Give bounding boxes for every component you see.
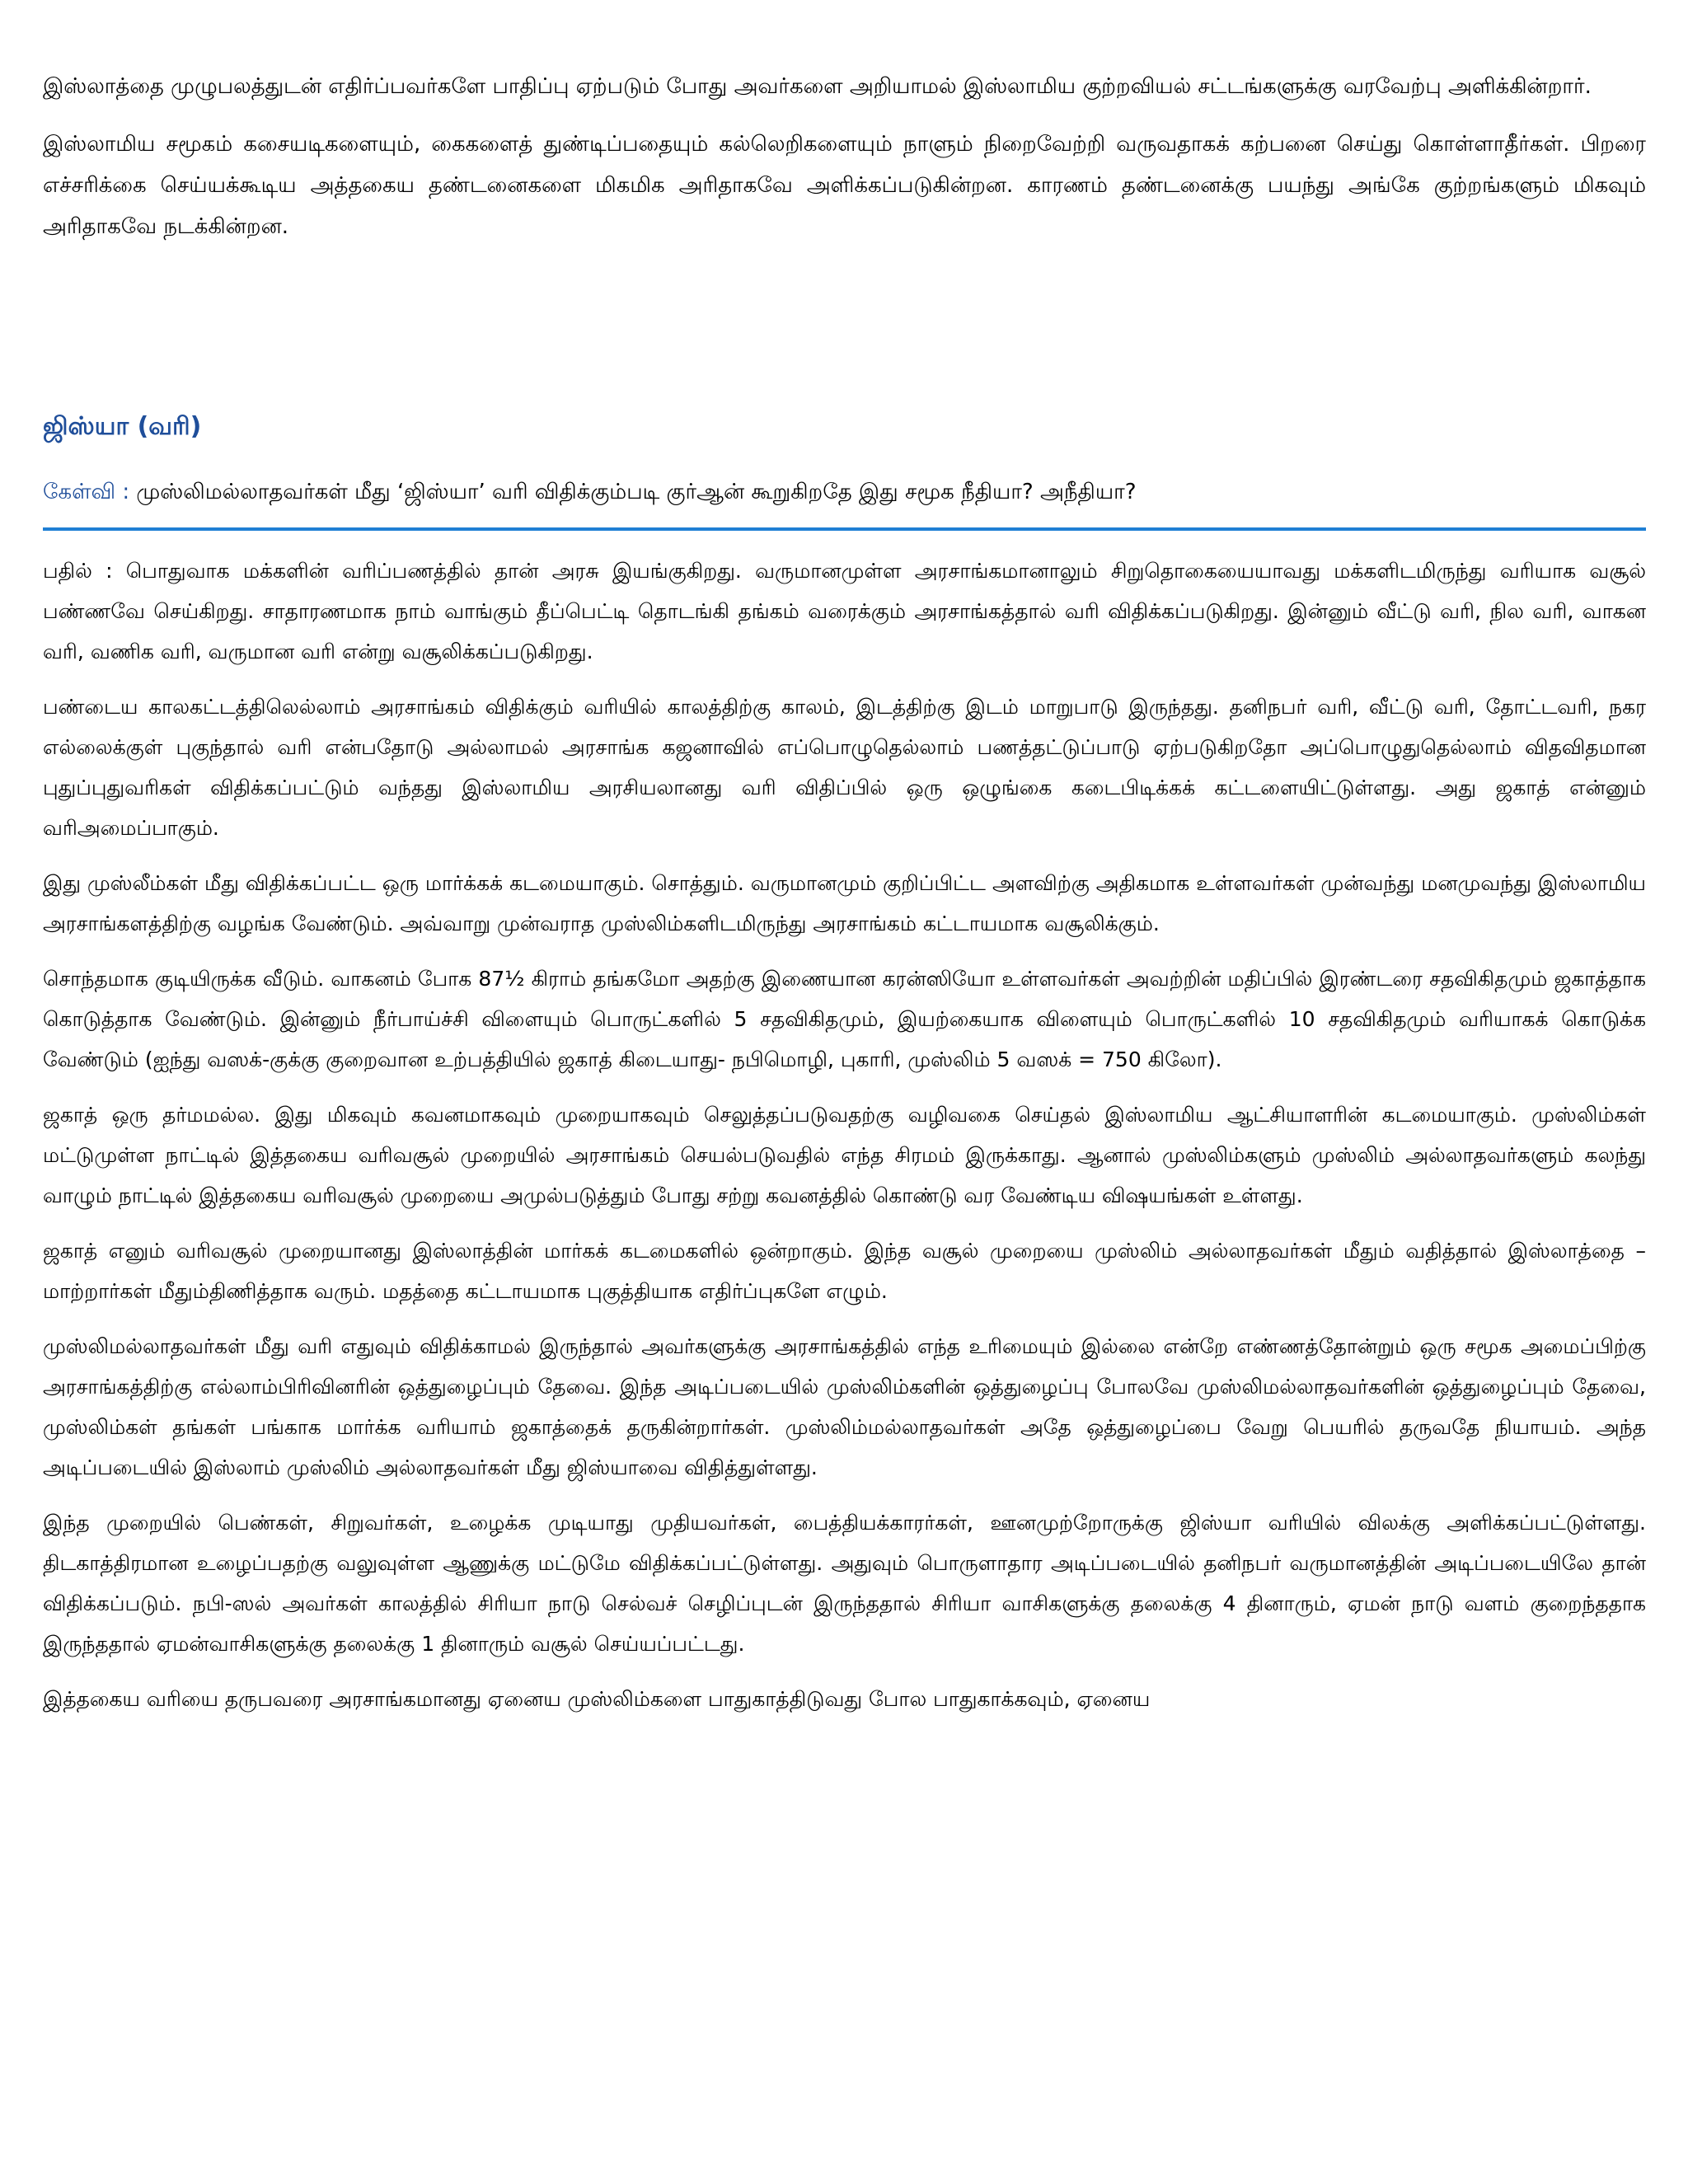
answer-paragraph: பண்டைய காலகட்டத்திலெல்லாம் அரசாங்கம் விதிக்கும் வரியில் காலத்திற்கு காலம், இடத்திற்கு இடம் மாறுபாடு இருந்தது. தனிநபர் வரி, வீட்டு வரி, தோட்டவரி, நகர எல்லைக்குள் புகுந்தால் வரி என்பதோடு அல்லாமல் அரசாங்க கஜனாவில் எப்பொழுதெல்லாம் பணத்தட்டுப்பாடு ஏற்படுகிறதோ அப்பொழுதுதெல்லாம் விதவிதமான புதுப்புதுவரிகள் விதிக்கப்பட்டும் வந்தது இஸ்லாமிய அரசியலானது வரி விதிப்பில் ஒரு ஒழுங்கை கடைபிடிக்கக் கட்டளையிட்டுள்ளது. அது ஜகாத் என்னும் வரிஅமைப்பாகும்.	[43, 695, 1646, 840]
answer-paragraph: இது முஸ்லீம்கள் மீது விதிக்கப்பட்ட ஒரு மார்க்கக் கடமையாகும். சொத்தும். வருமானமும் குறிப்பிட்ட அளவிற்கு அதிகமாக உள்ளவர்கள் முன்வந்து மனமுவந்து இஸ்லாமிய அரசாங்களத்திற்கு வழங்க வேண்டும். அவ்வாறு முன்வராத முஸ்லிம்களிடமிருந்து அரசாங்கம் கட்டாயமாக வசூலிக்கும்.	[43, 871, 1646, 935]
section-divider	[43, 527, 1646, 531]
question-line	[43, 471, 1646, 513]
answer-paragraph: இத்தகைய வரியை தருபவரை அரசாங்கமானது ஏனைய முஸ்லிம்களை பாதுகாத்திடுவது போல பாதுகாக்கவும், ஏனைய	[43, 1687, 1151, 1711]
answer-paragraph: ஜகாத் ஒரு தர்மமல்ல. இது மிகவும் கவனமாகவும் முறையாகவும் செலுத்தப்படுவதற்கு வழிவகை செய்தல் இஸ்லாமிய ஆட்சியாளரின் கடமையாகும். முஸ்லிம்கள் மட்டுமுள்ள நாட்டில் இத்தகைய வரிவசூல் முறையில் அரசாங்கம் செயல்படுவதில் எந்த சிரமம் இருக்காது. ஆனால் முஸ்லிம்களும் முஸ்லிம் அல்லாதவர்களும் கலந்து வாழும் நாட்டில் இத்தகைய வரிவசூல் முறையை அமுல்படுத்தும் போது சற்று கவனத்தில் கொண்டு வர வேண்டிய விஷயங்கள் உள்ளது.	[43, 1103, 1646, 1207]
intro-block	[43, 66, 1646, 247]
intro-paragraph: இஸ்லாத்தை முழுபலத்துடன் எதிர்ப்பவர்களே பாதிப்பு ஏற்படும் போது அவர்களை அறியாமல் இஸ்லாமிய குற்றவியல் சட்டங்களுக்கு வரவேற்பு அளிக்கின்றார்.	[43, 74, 1592, 99]
question-label: கேள்வி :	[43, 480, 130, 504]
answer-paragraph: முஸ்லிமல்லாதவர்கள் மீது வரி எதுவும் விதிக்காமல் இருந்தால் அவர்களுக்கு அரசாங்கத்தில் எந்த உரிமையும் இல்லை என்றே எண்ணத்தோன்றும் ஒரு சமூக அமைப்பிற்கு அரசாங்கத்திற்கு எல்லாம்பிரிவினரின் ஒத்துழைப்பும் தேவை. இந்த அடிப்படையில் முஸ்லிம்களின் ஒத்துழைப்பு போலவே முஸ்லிமல்லாதவர்களின் ஒத்துழைப்பும் தேவை, முஸ்லிம்கள் தங்கள் பங்காக மார்க்க வரியாம் ஜகாத்தைக் தருகின்றார்கள். முஸ்லிம்மல்லாதவர்கள் அதே ஒத்துழைப்பை வேறு பெயரில் தருவதே நியாயம். அந்த அடிப்படையில் இஸ்லாம் முஸ்லிம் அல்லாதவர்கள் மீது ஜிஸ்யாவை விதித்துள்ளது.	[43, 1334, 1646, 1479]
section-heading: ஜிஸ்யா (வரி)	[43, 412, 202, 441]
answer-paragraph: பதில் : பொதுவாக மக்களின் வரிப்பணத்தில் தான் அரசு இயங்குகிறது. வருமானமுள்ள அரசாங்கமானாலும் சிறுதொகையையாவது மக்களிடமிருந்து வரியாக வசூல் பண்ணவே செய்கிறது. சாதாரணமாக நாம் வாங்கும் தீப்பெட்டி தொடங்கி தங்கம் வரைக்கும் அரசாங்கத்தால் வரி விதிக்கப்படுகிறது. இன்னும் வீட்டு வரி, நில வரி, வாகன வரி, வணிக வரி, வருமான வரி என்று வசூலிக்கப்படுகிறது.	[43, 559, 1646, 663]
intro-paragraph: இஸ்லாமிய சமூகம் கசையடிகளையும், கைகளைத் துண்டிப்பதையும் கல்லெறிகளையும் நாளும் நிறைவேற்றி வருவதாகக் கற்பனை செய்து கொள்ளாதீர்கள். பிறரை எச்சரிக்கை செய்யக்கூடிய அத்தகைய தண்டனைகளை மிகமிக அரிதாகவே அளிக்கப்படுகின்றன. காரணம் தண்டனைக்கு பயந்து அங்கே குற்றங்களும் மிகவும் அரிதாகவே நடக்கின்றன.	[43, 132, 1646, 239]
answer-paragraph: இந்த முறையில் பெண்கள், சிறுவர்கள், உழைக்க முடியாது முதியவர்கள், பைத்தியக்காரர்கள், ஊனமுற்றோருக்கு ஜிஸ்யா வரியில் விலக்கு அளிக்கப்பட்டுள்ளது. திடகாத்திரமான உழைப்பதற்கு வலுவுள்ள ஆணுக்கு மட்டுமே விதிக்கப்பட்டுள்ளது. அதுவும் பொருளாதார அடிப்படையில் தனிநபர் வருமானத்தின் அடிப்படையிலே தான் விதிக்கப்படும். நபி-ஸல் அவர்கள் காலத்தில் சிரியா நாடு செல்வச் செழிப்புடன் இருந்ததால் சிரியா வாசிகளுக்கு தலைக்கு 4 தினாரும், ஏமன் நாடு வளம் குறைந்ததாக இருந்ததால் ஏமன்வாசிகளுக்கு தலைக்கு 1 தினாரும் வசூல் செய்யப்பட்டது.	[43, 1511, 1646, 1656]
question-text: முஸ்லிமல்லாதவர்கள் மீது ‘ஜிஸ்யா’ வரி விதிக்கும்படி குர்ஆன் கூறுகிறதே இது சமூக நீதியா? அநீதியா?	[136, 480, 1137, 504]
answer-paragraph: சொந்தமாக குடியிருக்க வீடும். வாகனம் போக 87½ கிராம் தங்கமோ அதற்கு இணையான கரன்ஸியோ உள்ளவர்கள் அவற்றின் மதிப்பில் இரண்டரை சதவிகிதமும் ஜகாத்தாக கொடுத்தாக வேண்டும். இன்னும் நீர்பாய்ச்சி விளையும் பொருட்களில் 5 சதவிகிதமும், இயற்கையாக விளையும் பொருட்களில் 10 சதவிகிதமும் வரியாகக் கொடுக்க வேண்டும் (ஐந்து வஸக்-குக்கு குறைவான உற்பத்தியில் ஜகாத் கிடையாது- நபிமொழி, புகாரி, முஸ்லிம் 5 வஸக் = 750 கிலோ).	[43, 967, 1646, 1071]
answer-paragraph: ஜகாத் எனும் வரிவசூல் முறையானது இஸ்லாத்தின் மார்கக் கடமைகளில் ஒன்றாகும். இந்த வசூல் முறையை முஸ்லிம் அல்லாதவர்கள் மீதும் வதித்தால் இஸ்லாத்தை – மாற்றார்கள் மீதும்திணித்தாக வரும். மதத்தை கட்டாயமாக புகுத்தியாக எதிர்ப்புகளே எழும்.	[43, 1239, 1646, 1303]
answer-block	[43, 551, 1646, 1719]
